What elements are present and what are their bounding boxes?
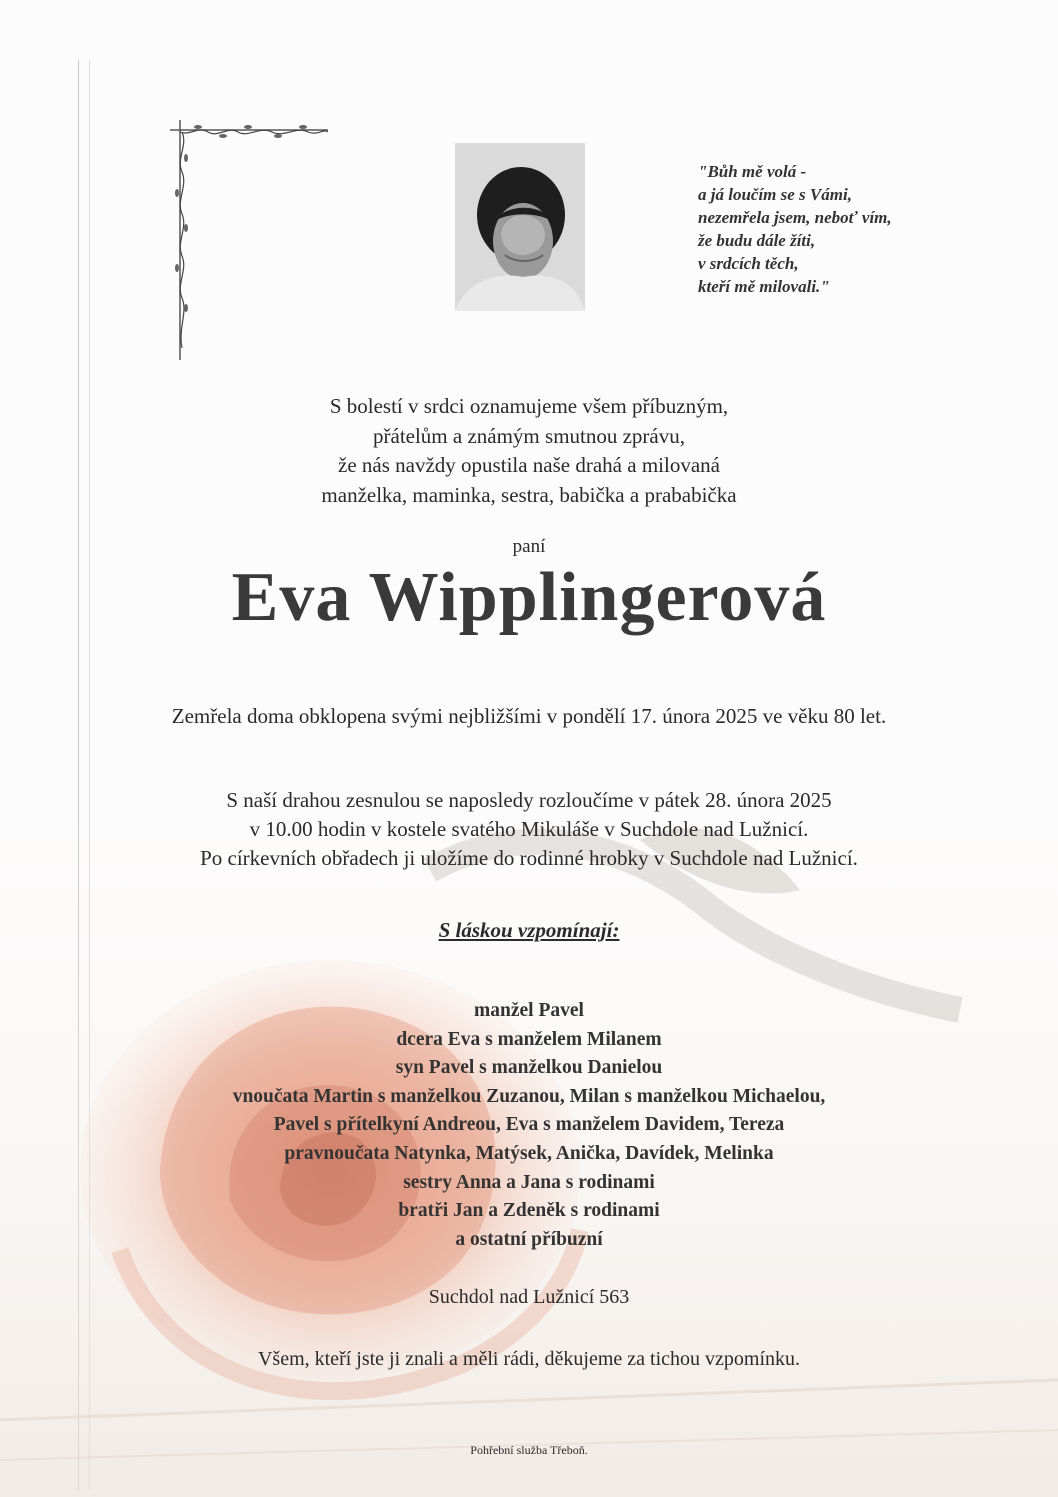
poem-quote xyxy=(698,160,892,298)
mourners-list xyxy=(0,997,1058,1254)
mourner-line: manžel Pavel xyxy=(474,1000,584,1021)
intro-line: manželka, maminka, sestra, babička a prababička xyxy=(321,482,737,507)
thanks-note: Všem, kteří jste ji znali a měli rádi, děkujeme za tichou vzpomínku. xyxy=(257,1348,801,1370)
portrait-photo xyxy=(455,143,585,311)
poem-line: "Bůh mě volá - xyxy=(698,162,807,181)
mourner-line: Pavel s přítelkyní Andreou, Eva s manželem Davidem, Tereza xyxy=(273,1114,785,1136)
funeral-line: Po církevních obřadech ji uložíme do rodinné hrobky v Suchdole nad Lužnicí. xyxy=(200,846,858,870)
mourner-line: a ostatní příbuzní xyxy=(455,1228,603,1250)
poem-line: že budu dále žíti, xyxy=(698,231,816,250)
intro-line: přátelům a známým smutnou zprávu, xyxy=(373,423,685,448)
poem-line: v srdcích těch, xyxy=(698,254,799,273)
remembrance-heading: S láskou vzpomínají: xyxy=(438,918,620,942)
vine-corner-ornament xyxy=(168,118,333,368)
announcement-intro xyxy=(0,392,1058,510)
intro-line: že nás navždy opustila naše drahá a milovaná xyxy=(338,453,720,477)
mourner-line: syn Pavel s manželkou Danielou xyxy=(395,1057,663,1079)
mourner-line: pravnoučata Natynka, Matýsek, Anička, Davídek, Melinka xyxy=(284,1142,774,1164)
funeral-details xyxy=(0,786,1058,873)
poem-line: nezemřela jsem, neboť vím, xyxy=(698,208,892,227)
mourner-line: vnoučata Martin s manželkou Zuzanou, Milan s manželkou Michaelou, xyxy=(232,1085,826,1107)
mourner-line: sestry Anna a Jana s rodinami xyxy=(403,1171,655,1193)
intro-line: S bolestí v srdci oznamujeme všem příbuzným, xyxy=(329,394,729,418)
death-note: Zemřela doma obklopena svými nejbližšími v pondělí 17. února 2025 ve věku 80 let. xyxy=(171,704,887,728)
mourner-line: dcera Eva s manželem Milanem xyxy=(396,1028,662,1050)
honorific: paní xyxy=(512,536,546,557)
poem-line: a já loučím se s Vámi, xyxy=(698,185,852,204)
poem-line: kteří mě milovali." xyxy=(698,277,830,296)
funeral-line: v 10.00 hodin v kostele svatého Mikuláše v Suchdole nad Lužnicí. xyxy=(249,817,809,841)
deceased-name: Eva Wipplingerová xyxy=(231,559,827,636)
family-address: Suchdol nad Lužnicí 563 xyxy=(428,1286,630,1308)
funeral-service-credit: Pohřební služba Třeboň. xyxy=(470,1443,588,1457)
funeral-line: S naší drahou zesnulou se naposledy rozloučíme v pátek 28. února 2025 xyxy=(226,788,832,812)
mourner-line: bratři Jan a Zdeněk s rodinami xyxy=(398,1200,660,1222)
